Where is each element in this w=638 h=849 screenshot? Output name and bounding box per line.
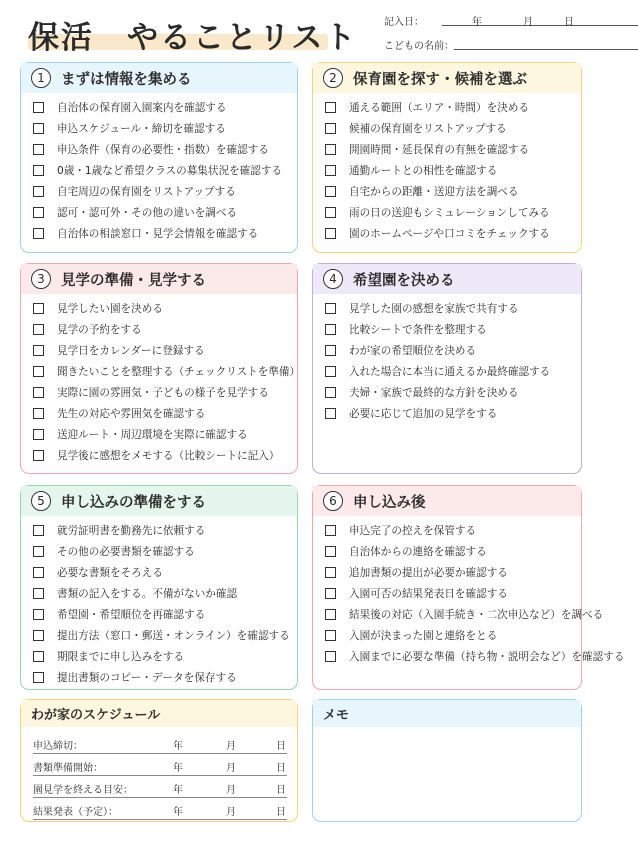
- checkbox[interactable]: [33, 123, 44, 134]
- checklist-item: [325, 118, 581, 139]
- section-header: [21, 63, 297, 93]
- checklist-item-label: 開園時間・延長保育の有無を確認する: [349, 144, 530, 156]
- section-header: [21, 264, 297, 294]
- checklist-item: [325, 520, 581, 541]
- checkbox[interactable]: [325, 567, 336, 578]
- checkbox[interactable]: [33, 102, 44, 113]
- checklist-item: [33, 118, 297, 139]
- section-number-badge: 5: [31, 491, 51, 511]
- checkbox[interactable]: [33, 207, 44, 218]
- checklist-item-label: 自治体からの連絡を確認する: [349, 546, 487, 558]
- checklist-item-label: 期限までに申し込みをする: [57, 651, 185, 663]
- checkbox[interactable]: [33, 228, 44, 239]
- checklist-item-label: 自治体の相談窓口・見学会情報を確認する: [57, 228, 259, 240]
- memo-title: メモ: [323, 708, 350, 723]
- child-name-label: こどもの名前：: [384, 41, 454, 52]
- checkbox[interactable]: [33, 525, 44, 536]
- checkbox[interactable]: [33, 588, 44, 599]
- checklist-item: [33, 646, 297, 667]
- checklist-item-label: 園のホームページや口コミをチェックする: [349, 228, 550, 240]
- checklist-item: [325, 139, 581, 160]
- checklist-item: [33, 340, 297, 361]
- checklist-item: [325, 223, 581, 244]
- schedule-row-label: 結果発表（予定）：: [33, 807, 118, 818]
- checkbox[interactable]: [325, 588, 336, 599]
- checkbox[interactable]: [325, 366, 336, 377]
- child-name-field[interactable]: [384, 37, 454, 52]
- checklist-item-label: 入園可否の結果発表日を確認する: [349, 588, 508, 600]
- checkbox[interactable]: [33, 630, 44, 641]
- schedule-row-label: 園見学を終える目安：: [33, 785, 133, 796]
- checklist-item: [325, 583, 581, 604]
- schedule-row[interactable]: [33, 800, 287, 820]
- checklist-item-label: 入園が決まった園と連絡をとる: [349, 630, 498, 642]
- schedule-row[interactable]: [33, 756, 287, 776]
- checklist: [313, 516, 625, 667]
- section-title: 保育園を探す・候補を選ぶ: [353, 71, 527, 88]
- checklist-item: [325, 340, 581, 361]
- checklist-item: [33, 223, 297, 244]
- section-card-5: [20, 485, 298, 690]
- checkbox[interactable]: [325, 387, 336, 398]
- checklist-item: [33, 160, 297, 181]
- checkbox[interactable]: [33, 324, 44, 335]
- section-card-4: [312, 263, 582, 474]
- checklist-item: [325, 160, 581, 181]
- page-title: 保活 やることリスト: [28, 20, 358, 56]
- memo-box[interactable]: [312, 699, 582, 822]
- checklist-item: [325, 625, 581, 646]
- checklist-item-label: 希望園・希望順位を再確認する: [57, 609, 206, 621]
- checklist-item-label: 聞きたいことを整理する（チェックリストを準備）: [57, 366, 301, 378]
- checklist-item-label: 追加書類の提出が必要か確認する: [349, 567, 508, 579]
- checklist-item: [33, 541, 297, 562]
- checklist-item-label: 通える範囲（エリア・時間）を決める: [349, 102, 530, 114]
- checklist-item-label: 送迎ルート・周辺環境を実際に確認する: [57, 429, 248, 441]
- schedule-row-label: 申込締切：: [33, 741, 83, 752]
- checklist-item: [33, 382, 297, 403]
- checkbox[interactable]: [325, 123, 336, 134]
- section-card-2: [312, 62, 582, 253]
- checkbox[interactable]: [33, 567, 44, 578]
- checkbox[interactable]: [33, 609, 44, 620]
- title-area: [28, 12, 357, 57]
- checkbox[interactable]: [33, 651, 44, 662]
- section-number-badge: 2: [323, 68, 343, 88]
- section-card-3: [20, 263, 301, 474]
- checklist-item: [325, 202, 581, 223]
- checklist-item: [325, 562, 581, 583]
- checklist-item: [33, 181, 297, 202]
- checklist-item: [33, 319, 297, 340]
- section-number-badge: 1: [31, 68, 51, 88]
- checklist-item: [33, 625, 297, 646]
- checkbox[interactable]: [33, 546, 44, 557]
- checkbox[interactable]: [325, 228, 336, 239]
- checklist-item: [33, 583, 297, 604]
- checkbox[interactable]: [325, 186, 336, 197]
- checklist-item: [325, 382, 581, 403]
- checkbox[interactable]: [325, 609, 336, 620]
- checkbox[interactable]: [325, 144, 336, 155]
- checklist-item-label: 見学した園の感想を家族で共有する: [349, 303, 519, 315]
- checkbox[interactable]: [33, 450, 44, 461]
- checkbox[interactable]: [33, 345, 44, 356]
- checklist-item: [33, 139, 297, 160]
- schedule-year-unit: 年: [173, 763, 183, 774]
- checklist: [313, 93, 581, 244]
- checkbox[interactable]: [33, 408, 44, 419]
- date-year-unit: 年: [472, 17, 482, 28]
- checkbox[interactable]: [33, 144, 44, 155]
- checklist-item-label: 就労証明書を勤務先に依頼する: [57, 525, 206, 537]
- checklist-item: [325, 298, 581, 319]
- checklist-item-label: 書類の記入をする。不備がないか確認: [57, 588, 238, 600]
- checkbox[interactable]: [325, 546, 336, 557]
- checkbox[interactable]: [325, 207, 336, 218]
- checklist: [21, 516, 297, 688]
- section-card-1: [20, 62, 298, 253]
- checklist-item-label: 自宅周辺の保育園をリストアップする: [57, 186, 236, 198]
- checklist-item-label: 先生の対応や雰囲気を確認する: [57, 408, 206, 420]
- checkbox[interactable]: [33, 387, 44, 398]
- checklist-item: [325, 646, 625, 667]
- schedule-box: [20, 699, 298, 822]
- checkbox[interactable]: [33, 672, 44, 683]
- checklist-item: [325, 361, 581, 382]
- checklist-item-label: 結果後の対応（入園手続き・二次申込など）を調べる: [349, 609, 604, 621]
- checklist-item: [33, 445, 297, 466]
- checklist-item-label: 見学の予約をする: [57, 324, 142, 336]
- checklist-item-label: 実際に園の雰囲気・子どもの様子を見学する: [57, 387, 269, 399]
- checklist-item-label: 候補の保育園をリストアップする: [349, 123, 507, 135]
- schedule-month-unit: 月: [226, 785, 236, 796]
- checklist-item: [33, 202, 297, 223]
- checklist: [21, 93, 297, 244]
- checklist-item-label: 0歳・1歳など希望クラスの募集状況を確認する: [57, 165, 283, 177]
- checklist-item: [33, 97, 297, 118]
- checklist-item-label: 入園までに必要な準備（持ち物・説明会など）を確認する: [349, 651, 625, 663]
- schedule-month-unit: 月: [226, 741, 236, 752]
- section-title: 見学の準備・見学する: [61, 272, 206, 289]
- schedule-title: わが家のスケジュール: [31, 708, 161, 723]
- date-day-unit: 日: [564, 17, 574, 28]
- checkbox[interactable]: [325, 408, 336, 419]
- checklist-item-label: 申込完了の控えを保管する: [349, 525, 477, 537]
- checklist-item-label: 申込スケジュール・締切を確認する: [57, 123, 226, 135]
- checklist-item-label: 入れた場合に本当に通えるか最終確認する: [349, 366, 551, 378]
- checkbox[interactable]: [325, 102, 336, 113]
- schedule-year-unit: 年: [173, 807, 183, 818]
- checklist-item: [325, 403, 581, 424]
- checklist-item: [33, 424, 297, 445]
- checkbox[interactable]: [33, 303, 44, 314]
- checklist-item-label: 見学したい園を決める: [57, 303, 163, 315]
- schedule-day-unit: 日: [276, 763, 286, 774]
- memo-header: [313, 700, 581, 727]
- checkbox[interactable]: [325, 345, 336, 356]
- checklist-item-label: 提出方法（窓口・郵送・オンライン）を確認する: [57, 630, 290, 642]
- schedule-month-unit: 月: [226, 763, 236, 774]
- schedule-day-unit: 日: [276, 785, 286, 796]
- checklist-item-label: わが家の希望順位を決める: [349, 345, 477, 357]
- checklist-item-label: 夫婦・家族で最終的な方針を決める: [349, 387, 519, 399]
- checklist-item: [33, 604, 297, 625]
- checklist-item-label: 自治体の保育園入園案内を確認する: [57, 102, 227, 114]
- checklist: [21, 294, 301, 466]
- checkbox[interactable]: [33, 186, 44, 197]
- checklist-item-label: 通勤ルートとの相性を確認する: [349, 165, 498, 177]
- section-number-badge: 4: [323, 269, 343, 289]
- section-header: [21, 486, 297, 516]
- section-title: まずは情報を集める: [61, 71, 192, 88]
- schedule-row[interactable]: [33, 778, 287, 798]
- section-number-badge: 6: [323, 491, 343, 511]
- checklist-item: [33, 667, 297, 688]
- checklist-item-label: 認可・認可外・その他の違いを調べる: [57, 207, 238, 219]
- schedule-day-unit: 日: [276, 807, 286, 818]
- checkbox[interactable]: [325, 630, 336, 641]
- checklist-item-label: 必要な書類をそろえる: [57, 567, 163, 579]
- date-label: 記入日：: [384, 17, 424, 28]
- schedule-row[interactable]: [33, 734, 287, 754]
- checklist-item: [325, 181, 581, 202]
- checklist-item: [325, 604, 604, 625]
- schedule-header: [21, 700, 297, 727]
- checkbox[interactable]: [325, 651, 336, 662]
- schedule-year-unit: 年: [173, 741, 183, 752]
- checklist-item-label: 比較シートで条件を整理する: [349, 324, 487, 336]
- section-title: 希望園を決める: [353, 272, 455, 289]
- checklist-item: [33, 298, 297, 319]
- schedule-year-unit: 年: [173, 785, 183, 796]
- schedule-row-label: 書類準備開始：: [33, 763, 103, 774]
- section-card-6: [312, 485, 625, 690]
- checklist-item: [33, 403, 297, 424]
- date-month-unit: 月: [523, 17, 533, 28]
- checklist-item: [325, 541, 581, 562]
- checkbox[interactable]: [33, 366, 44, 377]
- checklist-item-label: その他の必要書類を確認する: [57, 546, 195, 558]
- checklist-item-label: 自宅からの距離・送迎方法を調べる: [349, 186, 519, 198]
- checkbox[interactable]: [325, 165, 336, 176]
- checklist-item-label: 見学日をカレンダーに登録する: [57, 345, 205, 357]
- schedule-month-unit: 月: [226, 807, 236, 818]
- section-title: 申し込みの準備をする: [61, 494, 206, 511]
- checklist-item-label: 提出書類のコピー・データを保存する: [57, 672, 237, 684]
- section-header: [313, 63, 581, 93]
- checklist: [313, 294, 581, 424]
- child-name-underline: [454, 49, 638, 50]
- checklist-item-label: 雨の日の送迎もシミュレーションしてみる: [349, 207, 550, 219]
- checklist-item: [33, 361, 301, 382]
- checkbox[interactable]: [33, 429, 44, 440]
- checklist-item: [325, 319, 581, 340]
- checkbox[interactable]: [325, 303, 336, 314]
- checklist-item-label: 申込条件（保育の必要性・指数）を確認する: [57, 144, 269, 156]
- section-number-badge: 3: [31, 269, 51, 289]
- checkbox[interactable]: [33, 165, 44, 176]
- date-field[interactable]: [384, 13, 574, 28]
- checklist-item: [33, 520, 297, 541]
- checklist-item-label: 見学後に感想をメモする（比較シートに記入）: [57, 450, 280, 462]
- checklist-item: [33, 562, 297, 583]
- section-header: [313, 264, 581, 294]
- checkbox[interactable]: [325, 525, 336, 536]
- schedule-day-unit: 日: [276, 741, 286, 752]
- section-header: [313, 486, 581, 516]
- section-title: 申し込み後: [353, 494, 426, 511]
- checkbox[interactable]: [325, 324, 336, 335]
- checklist-item-label: 必要に応じて追加の見学をする: [349, 408, 498, 420]
- checklist-item: [325, 97, 581, 118]
